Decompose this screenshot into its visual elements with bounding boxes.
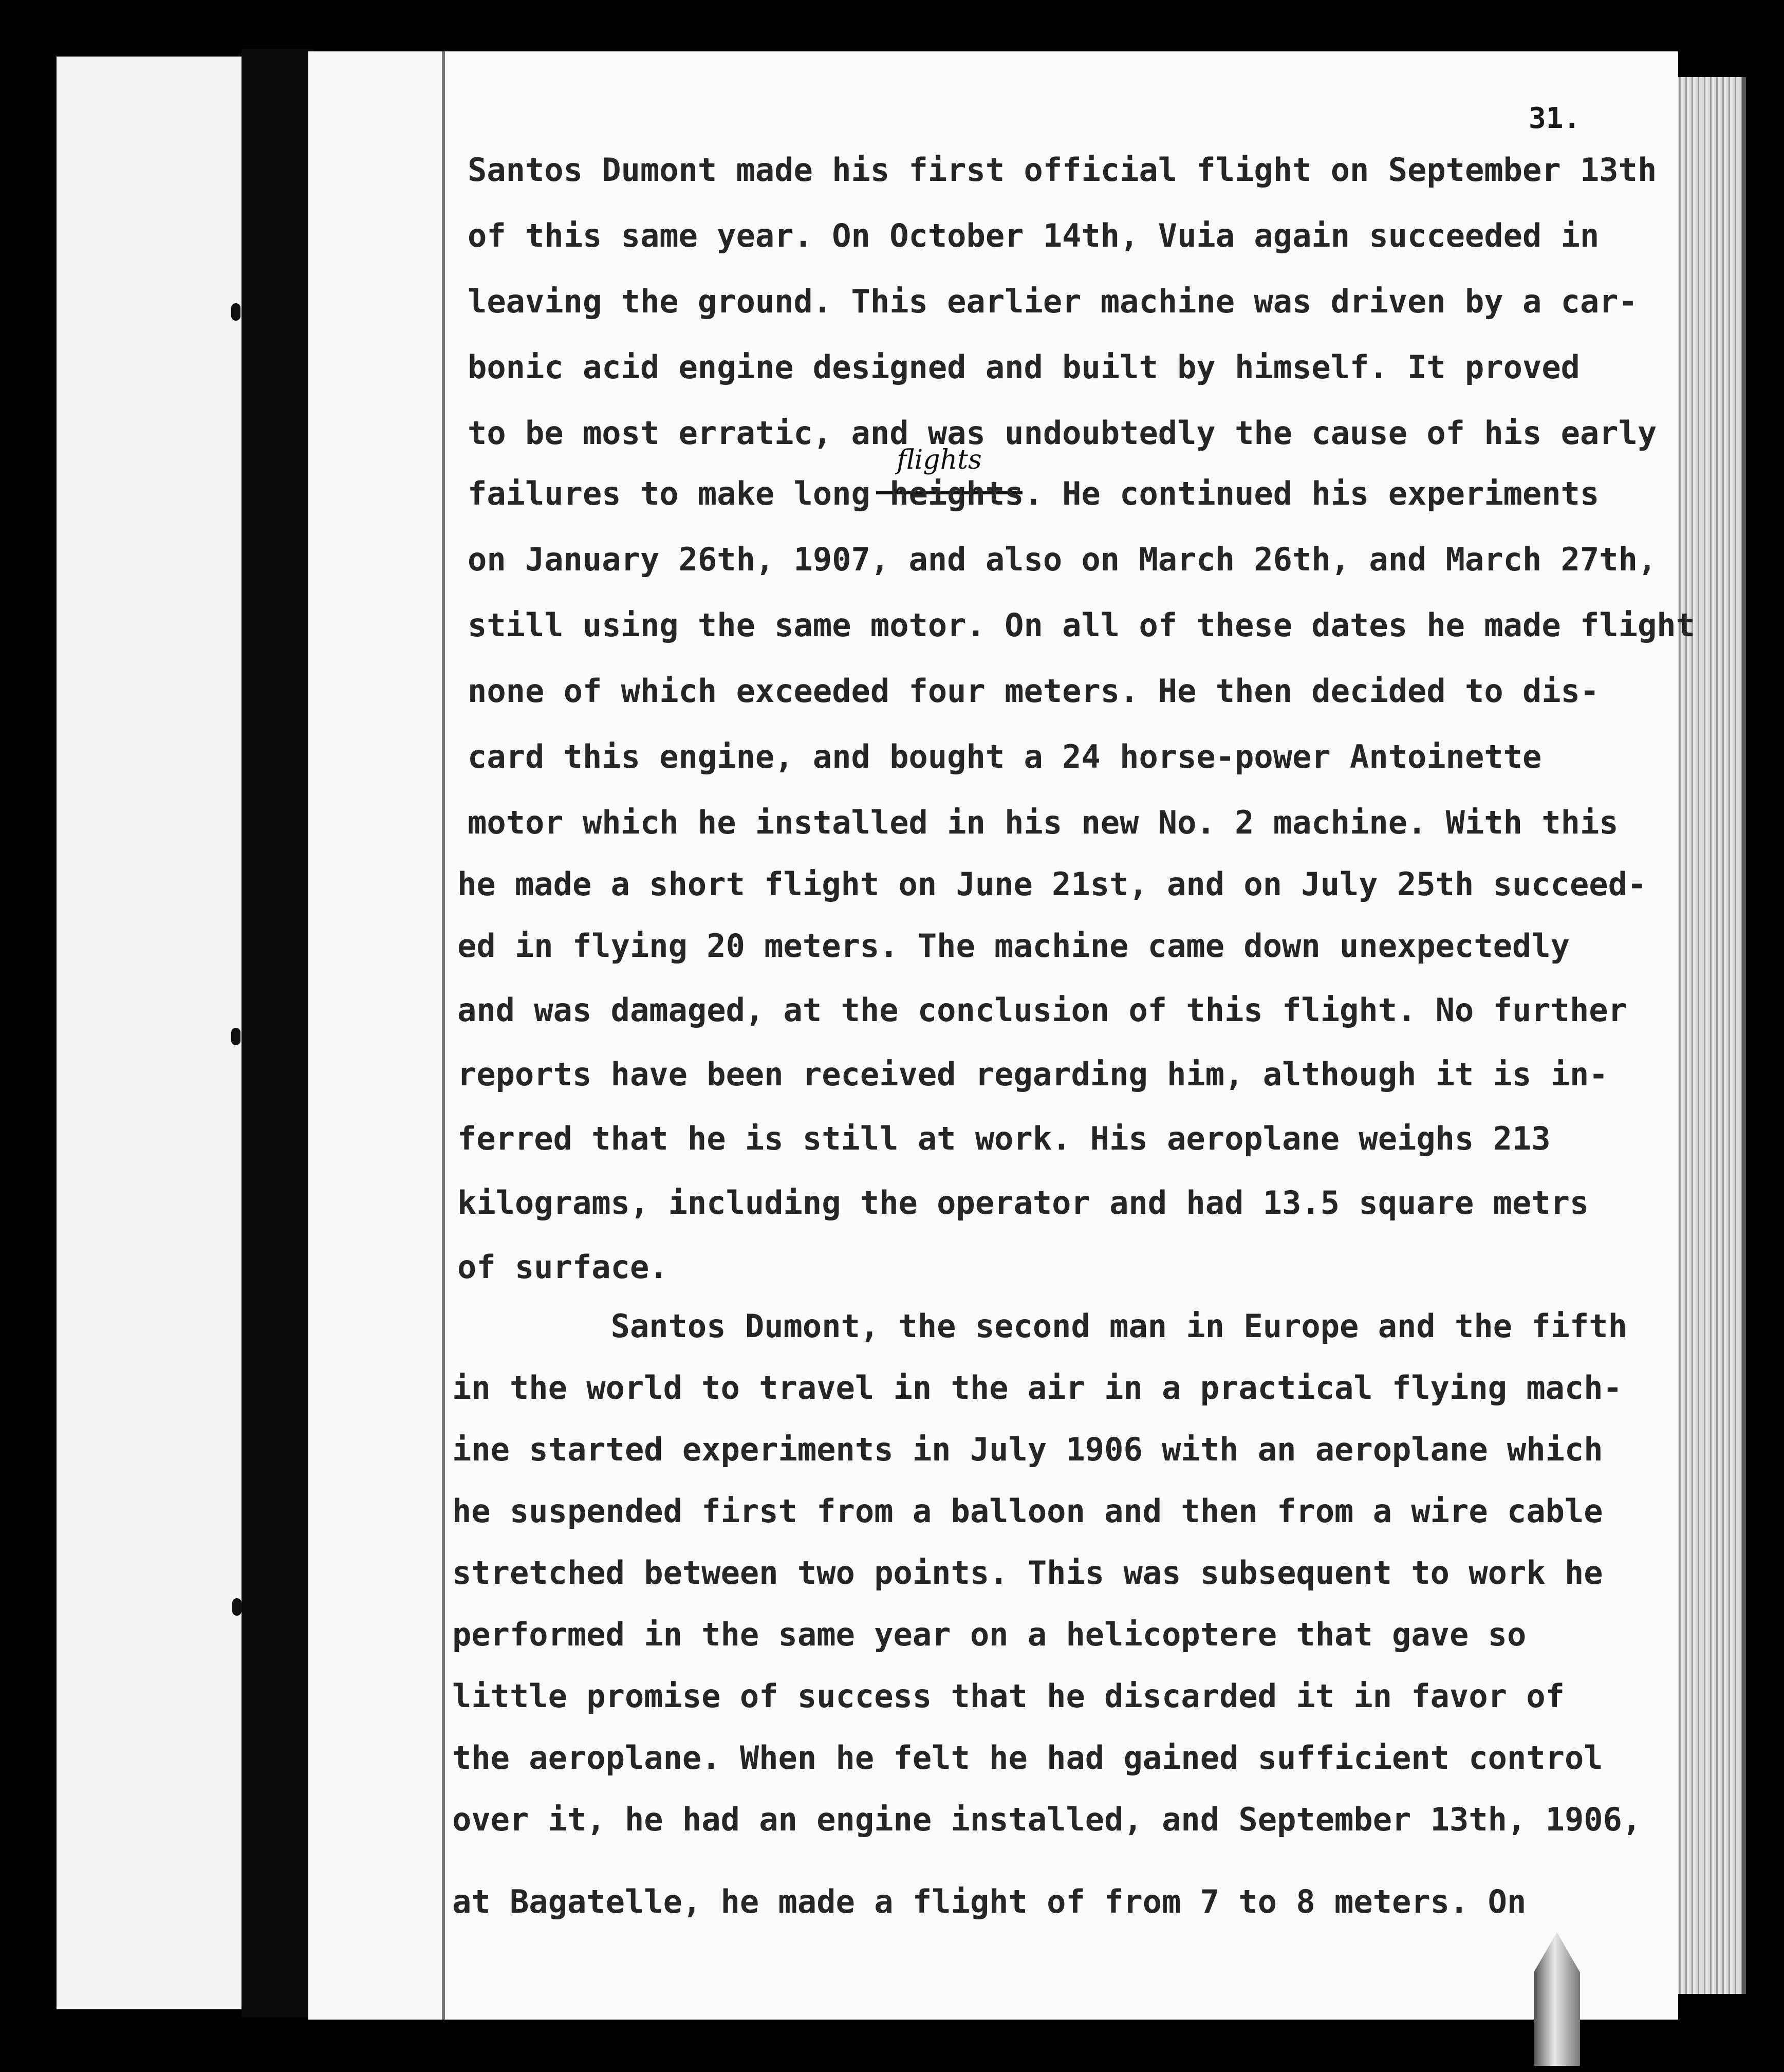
text-line: performed in the same year on a helicoptere that gave so bbox=[452, 1616, 1527, 1653]
text-line: stretched between two points. This was subsequent to work he bbox=[452, 1554, 1603, 1592]
text-line: he suspended first from a balloon and then from a wire cable bbox=[452, 1492, 1603, 1530]
text-line: ed in flying 20 meters. The machine came down unexpectedly bbox=[457, 927, 1570, 965]
text-line: to be most erratic, and was undoubtedly the cause of his early bbox=[468, 414, 1657, 452]
text-line: of surface. bbox=[457, 1248, 668, 1286]
text-line: he made a short flight on June 21st, and on July 25th succeed- bbox=[457, 865, 1647, 903]
text-line: bonic acid engine designed and built by himself. It proved bbox=[468, 348, 1580, 386]
text-line: in the world to travel in the air in a practical flying mach- bbox=[452, 1369, 1622, 1407]
text-line: over it, he had an engine installed, and September 13th, 1906, bbox=[452, 1801, 1642, 1838]
text-line: still using the same motor. On all of these dates he made flight bbox=[468, 606, 1695, 644]
handwritten-annotation: flights bbox=[897, 445, 982, 475]
page-number: 31. bbox=[1529, 102, 1581, 135]
text-line: at Bagatelle, he made a flight of from 7 to 8 meters. On bbox=[452, 1883, 1527, 1920]
text-line: failures to make long heights. He continued his experiments bbox=[468, 475, 1600, 512]
text-line: Santos Dumont made his first official flight on September 13th bbox=[468, 151, 1657, 189]
text-line: and was damaged, at the conclusion of this flight. No further bbox=[457, 991, 1627, 1029]
text-line: leaving the ground. This earlier machine was driven by a car- bbox=[468, 283, 1638, 320]
text-line: on January 26th, 1907, and also on March 26th, and March 27th, bbox=[468, 541, 1657, 578]
text-line: Santos Dumont, the second man in Europe and the fifth bbox=[457, 1307, 1627, 1345]
text-line: of this same year. On October 14th, Vuia again succeeded in bbox=[468, 217, 1600, 254]
text-line: motor which he installed in his new No. 2 machine. With this bbox=[468, 804, 1619, 841]
text-line: none of which exceeded four meters. He then decided to dis- bbox=[468, 672, 1600, 710]
text-line: reports have been received regarding him, although it is in- bbox=[457, 1056, 1608, 1093]
text-line: kilograms, including the operator and had 13.5 square metrs bbox=[457, 1184, 1589, 1222]
text-line: the aeroplane. When he felt he had gained sufficient control bbox=[452, 1739, 1603, 1777]
text-line: little promise of success that he discarded it in favor of bbox=[452, 1677, 1565, 1715]
text-line: ine started experiments in July 1906 with an aeroplane which bbox=[452, 1431, 1603, 1468]
text-line: card this engine, and bought a 24 horse-power Antoinette bbox=[468, 738, 1542, 775]
text-line: ferred that he is still at work. His aeroplane weighs 213 bbox=[457, 1120, 1551, 1157]
